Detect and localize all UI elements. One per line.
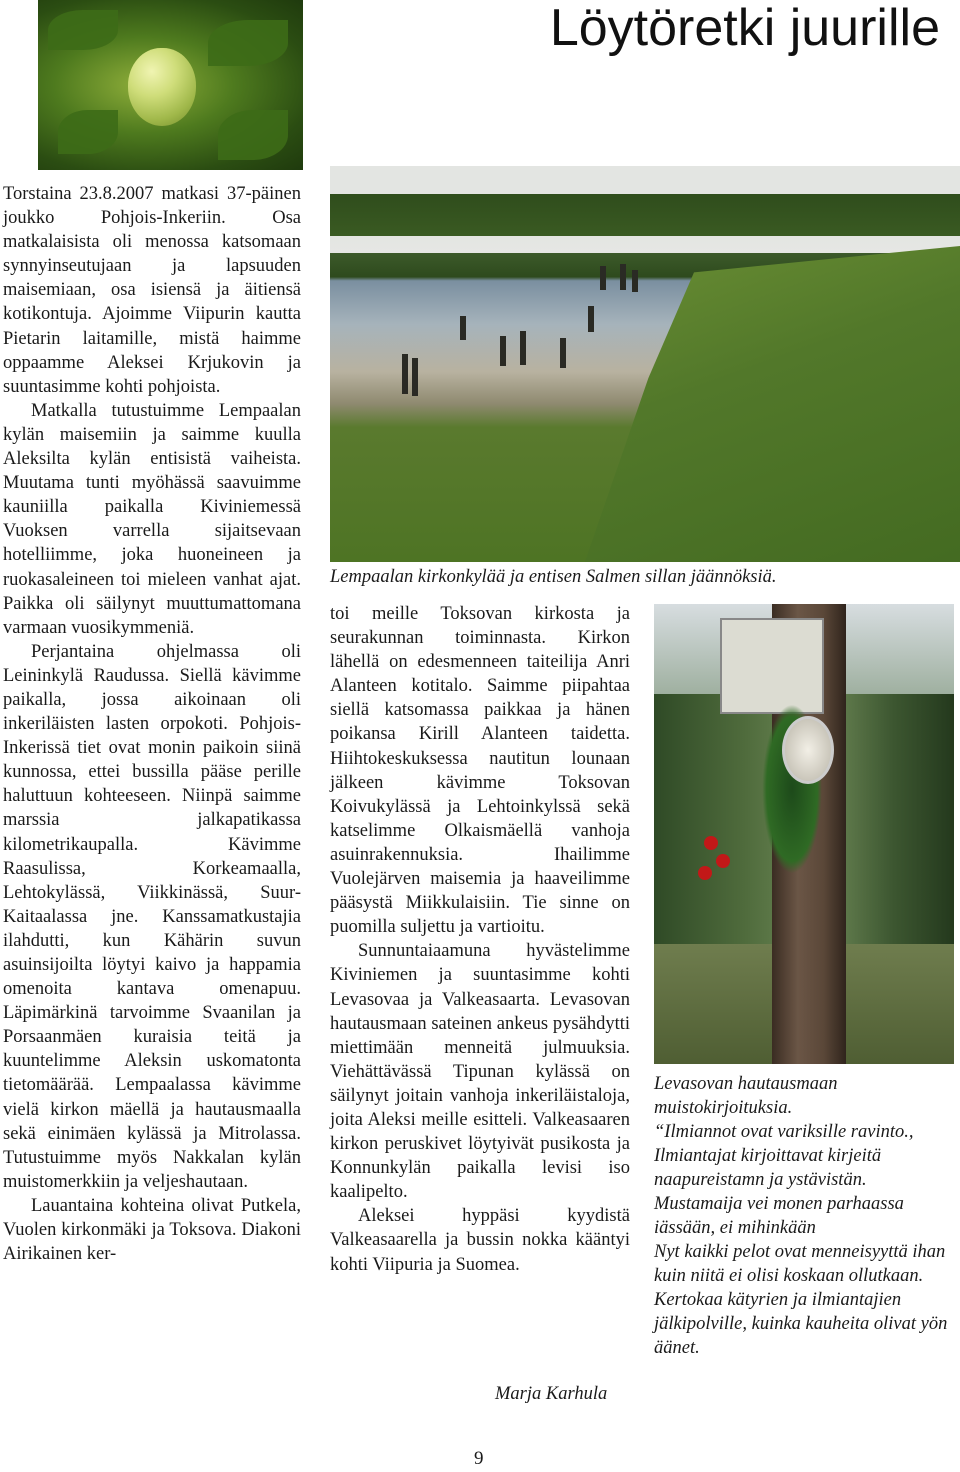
memorial-plaque xyxy=(720,618,824,714)
author-signature: Marja Karhula xyxy=(495,1384,608,1404)
portrait-medallion xyxy=(782,716,834,784)
paragraph: Aleksei hyppäsi kyydistä Valkeasaarella ja bussin nokka kääntyi kohti Viipuria ja Suomea. xyxy=(330,1206,630,1275)
caption-line: Levasovan hautausmaan muistokirjoituksia. xyxy=(654,1074,838,1118)
paragraph: Sunnuntaiaamuna hyvästelimme Kiviniemen ja suuntasimme kohti Levasovaa ja Valkeasaarta. Levasovan hautausmaan sateinen ankeus pysähdytti miettimään menneitä julmuuksia. Viehättävässä Tipunan kylässä on säilynyt joitain vanhoja inkeriläistaloja, joita Aleksi meille esitteli. Valkeasaaren kirkon peruskivet löytyivät pusikosta ja Konnunkylän paikalla levisi iso kaalipelto. xyxy=(330,941,630,1203)
caption-line: “Ilmiannot ovat variksille ravinto., xyxy=(654,1122,914,1142)
article-column-2 xyxy=(330,602,630,1277)
paragraph: Torstaina 23.8.2007 matkasi 37-päinen joukko Pohjois-Inkeriin. Osa matkalaisista oli menossa katsomaan synnyinseutujaan ja lapsuuden maisemiaan, osa isiensä ja äitiensä kotikontuja. Ajoimme Viipurin kautta Pietarin laitamille, mistä haimme oppaamme Aleksei Krjukovin ja suuntasimme kohti pohjoista. xyxy=(3,184,301,397)
caption-line: Mustamaija vei monen parhaassa iässään, ei mihinkään xyxy=(654,1194,904,1238)
lake-ruins-photo xyxy=(330,166,960,562)
apple xyxy=(128,48,196,126)
memorial-photo-caption xyxy=(654,1072,954,1360)
page-number: 9 xyxy=(474,1448,484,1469)
article-title: Löytöretki juurille xyxy=(549,0,940,57)
paragraph: Lauantaina kohteina olivat Putkela, Vuolen kirkonmäki ja Toksova. Diakoni Airikainen ker- xyxy=(3,1195,301,1265)
caption-line: Ilmiantajat kirjoittavat kirjeitä naapureistamn ja ystävistän. xyxy=(654,1146,882,1190)
apple-tree-photo xyxy=(38,0,303,170)
caption-line: Kertokaa kätyrien ja ilmiantajien jälkipolville, kuinka kauheita olivat yön äänet. xyxy=(654,1290,948,1358)
article-column-1 xyxy=(3,182,301,1266)
paragraph: Perjantaina ohjelmassa oli Leininkylä Raudussa. Siellä kävimme paikalla, jossa aikoinaan oli inkeriläisten lasten orpokoti. Pohjois-Inkerissä tiet ovat monin paikoin siinä kunnossa, ettei bussilla pääse perille haluttuun kohteeseen. Niinpä saimme marssia jalkapatikassa kilometrikaupalla. Kävimme Raasulissa, Korkeamaalla, Lehtokylässä, Viikkinässä, Suur-Kaitaalassa jne. Kanssamatkustajia ilahdutti, kun Kähärin suvun asuinsijoilta löytyi kaivo ja happamia omenoita kantava omenapuu. Läpimärkinä tarvoimme Svaanilan ja Porsaanmäen kuraisia teitä ja kuuntelimme Aleksin uskomatonta tietomäärää. Lempaalassa kävimme vielä kirkon mäellä ja hautausmaalla sekä einimäen kylässä ja Mitrolassa. Tutustuimme myös Nakkalan kylän muistomerkkiin ja veljeshautaan. xyxy=(3,641,301,1192)
caption-line: Nyt kaikki pelot ovat menneisyyttä ihan kuin niitä ei olisi koskaan ollutkaan. xyxy=(654,1242,946,1286)
paragraph: toi meille Toksovan kirkosta ja seurakunnan toiminnasta. Kirkon lähellä on edesmenneen taiteilija Anri Alanteen kotitalo. Saimme piipahtaa siellä katsomassa paikkaa ja hänen poikansa Kirill Alanteen taidetta. Hiihtokeskuksessa nautitun lounaan jälkeen kävimme Toksovan Koivukylässä ja Lehtoinkylssä sekä katselimme Olkaismäellä vanhoja asuinrakennuksia. Ihailimme Vuolejärven maisemia ja haaveilimme pääsystä Miikkulaisiin. Tie sinne on puomilla suljettu ja vartioitu. xyxy=(330,604,630,938)
cemetery-memorial-photo xyxy=(654,604,954,1064)
lake-photo-caption: Lempaalan kirkonkylää ja entisen Salmen sillan jäännöksiä. xyxy=(330,567,777,587)
paragraph: Matkalla tutustuimme Lempaalan kylän maisemiin ja saimme kuulla Aleksilta kylän entisistä vaiheista. Muutama tunti myöhässä saavuimme kauniilla paikalla Kiviniemessä Vuoksen varrella sijaitsevaan hotelliimme, joka huoneineen ja ruokasaleineen toi mieleen vanhat ajat. Paikka oli säilynyt muuttumattomana varmaan vuosikymmeniä. xyxy=(3,400,301,638)
